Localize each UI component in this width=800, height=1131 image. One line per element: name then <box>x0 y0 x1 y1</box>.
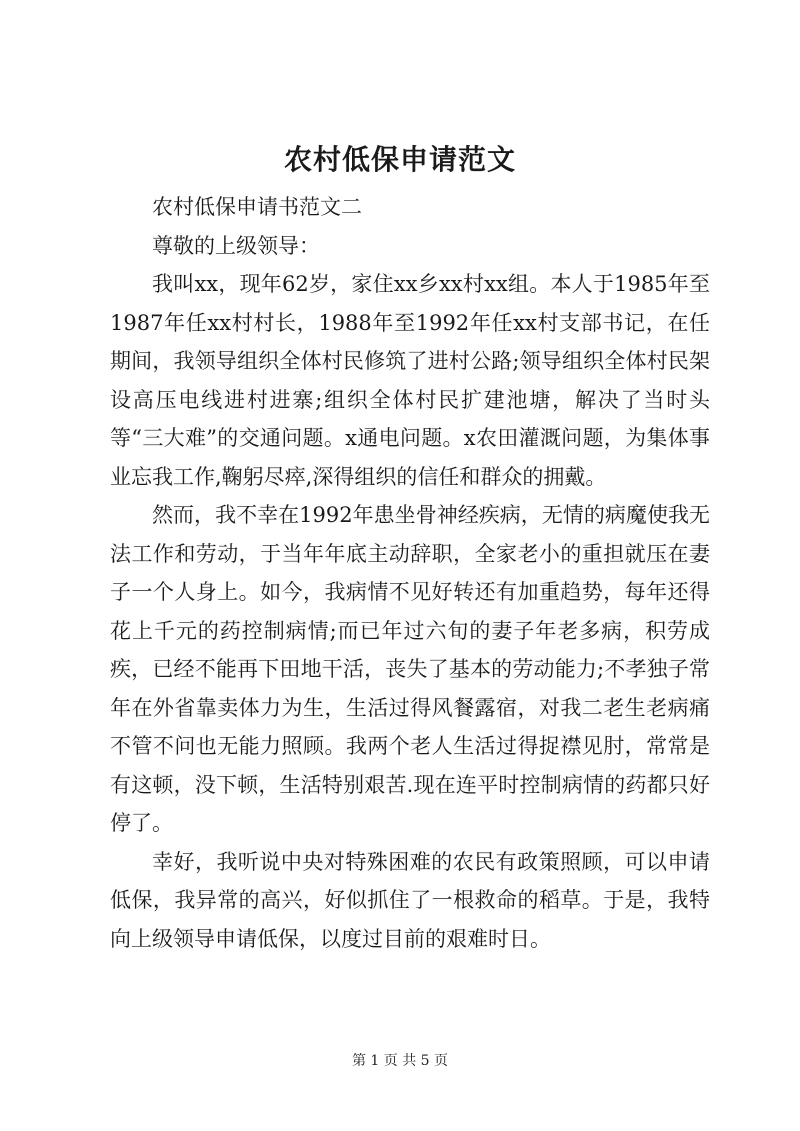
subtitle-paragraph: 农村低保申请书范文二 <box>152 195 362 219</box>
body-paragraph: 然而，我不幸在1992年患坐骨神经疾病，无情的病魔使我无法工作和劳动，于当年年底主动辞职，全家老小的重担就压在妻子一个人身上。如今，我病情不见好转还有加重趋势，每年还得花上千元的药控制病情;而已年过六旬的妻子年老多病，积劳成疾，已经不能再下田地干活，丧失了基本的劳动能力;不孝独子常年在外省靠卖体力为生，生活过得风餐露宿，对我二老生老病痛不管不问也无能力照顾。我两个老人生活过得捉襟见肘，常常是有这顿，没下顿，生活特别艰苦.现在连平时控制病情的药都只好停了。 <box>110 503 710 835</box>
document-title: 农村低保申请范文 <box>283 143 516 176</box>
body-paragraph: 幸好，我听说中央对特殊困难的农民有政策照顾，可以申请低保，我异常的高兴，好似抓住了一根救命的稻草。于是，我特向上级领导申请低保，以度过目前的艰难时日。 <box>110 849 710 951</box>
page-number-footer: 第 1 页 共 5 页 <box>351 1053 449 1069</box>
document-body <box>110 188 710 958</box>
body-paragraph: 我叫xx，现年62岁，家住xx乡xx村xx组。本人于1985年至1987年任xx村村长，1988年至1992年任xx村支部书记，在任期间，我领导组织全体村民修筑了进村公路;领导组织全体村民架设高压电线进村进寨;组织全体村民扩建池塘，解决了当时头等“三大难”的交通问题。x通电问题。x农田灌溉问题，为集体事业忘我工作,鞠躬尽瘁,深得组织的信任和群众的拥戴。 <box>110 272 710 489</box>
salutation-paragraph: 尊敬的上级领导： <box>152 233 320 258</box>
